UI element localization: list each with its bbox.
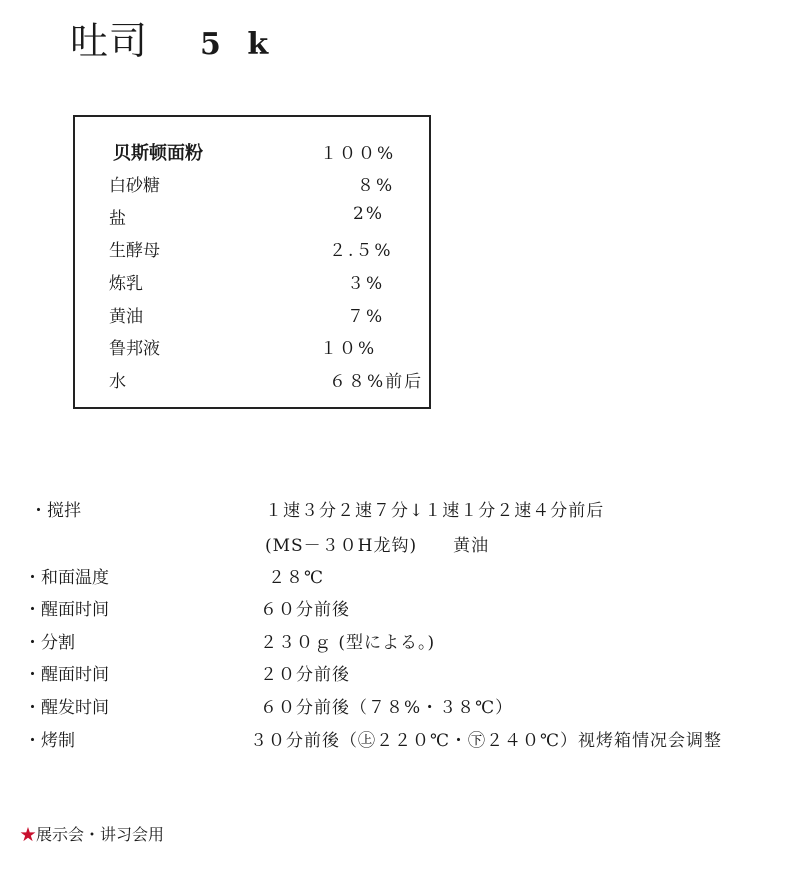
recipe-title [70, 10, 277, 63]
ingredient-row [75, 204, 429, 234]
step-label: ・醒面时间 [24, 665, 109, 685]
ingredients-table [73, 115, 431, 409]
ingredient-amount: ７% [347, 307, 385, 327]
step-label: ・和面温度 [24, 568, 109, 588]
ingredient-amount: ２.５% [329, 241, 393, 261]
step-value: １速３分２速７分↓１速１分２速４分前后 [265, 501, 605, 521]
ingredient-amount: １００% [320, 144, 396, 164]
ingredient-amount: ６８%前后 [329, 372, 424, 392]
ingredient-name: 水 [109, 372, 126, 392]
ingredient-amount: ３% [347, 274, 385, 294]
ingredient-amount: １０% [320, 339, 377, 359]
ingredient-name: 炼乳 [109, 274, 143, 294]
step-label: ・烤制 [24, 731, 75, 751]
ingredient-name: 盐 [109, 209, 126, 229]
ingredient-row [75, 302, 429, 332]
ingredient-name: 鲁邦液 [109, 339, 160, 359]
ingredient-row [75, 367, 429, 397]
recipe-name: 吐司 [70, 19, 149, 63]
footer-note [20, 822, 164, 845]
step-value: ２０分前後 [260, 665, 350, 685]
batch-size: 5 k [200, 27, 277, 62]
step-label: ・搅拌 [30, 501, 81, 521]
ingredient-name: 贝斯顿面粉 [113, 143, 203, 164]
ingredient-row [75, 334, 429, 364]
step-value: ２８℃ [268, 568, 325, 588]
step-value: ６０分前後（７８%・３８℃） [260, 698, 514, 718]
step-label: ・醒面时间 [24, 600, 109, 620]
ingredient-row [75, 269, 429, 299]
ingredient-name: 黄油 [109, 307, 143, 327]
step-value: (MS－３０H龙钩) 黄油 [265, 536, 490, 556]
step-value: ３０分前後（㊤２２０℃・㊦２４０℃）视烤箱情况会调整 [250, 731, 723, 751]
ingredient-amount: ８% [357, 176, 395, 196]
step-value: ２３０ｇ (型による。) [260, 633, 436, 653]
footer-text: 展示会・讲习会用 [36, 825, 165, 844]
ingredient-row [75, 139, 429, 169]
ingredient-amount: 2% [353, 204, 384, 224]
star-icon: ★ [20, 825, 37, 844]
ingredient-name: 白砂糖 [109, 176, 160, 196]
step-label: ・分割 [24, 633, 75, 653]
ingredient-row [75, 236, 429, 266]
step-label: ・醒发时间 [24, 698, 109, 718]
ingredient-name: 生酵母 [109, 241, 160, 261]
ingredient-row [75, 171, 429, 201]
step-value: ６０分前後 [260, 600, 350, 620]
